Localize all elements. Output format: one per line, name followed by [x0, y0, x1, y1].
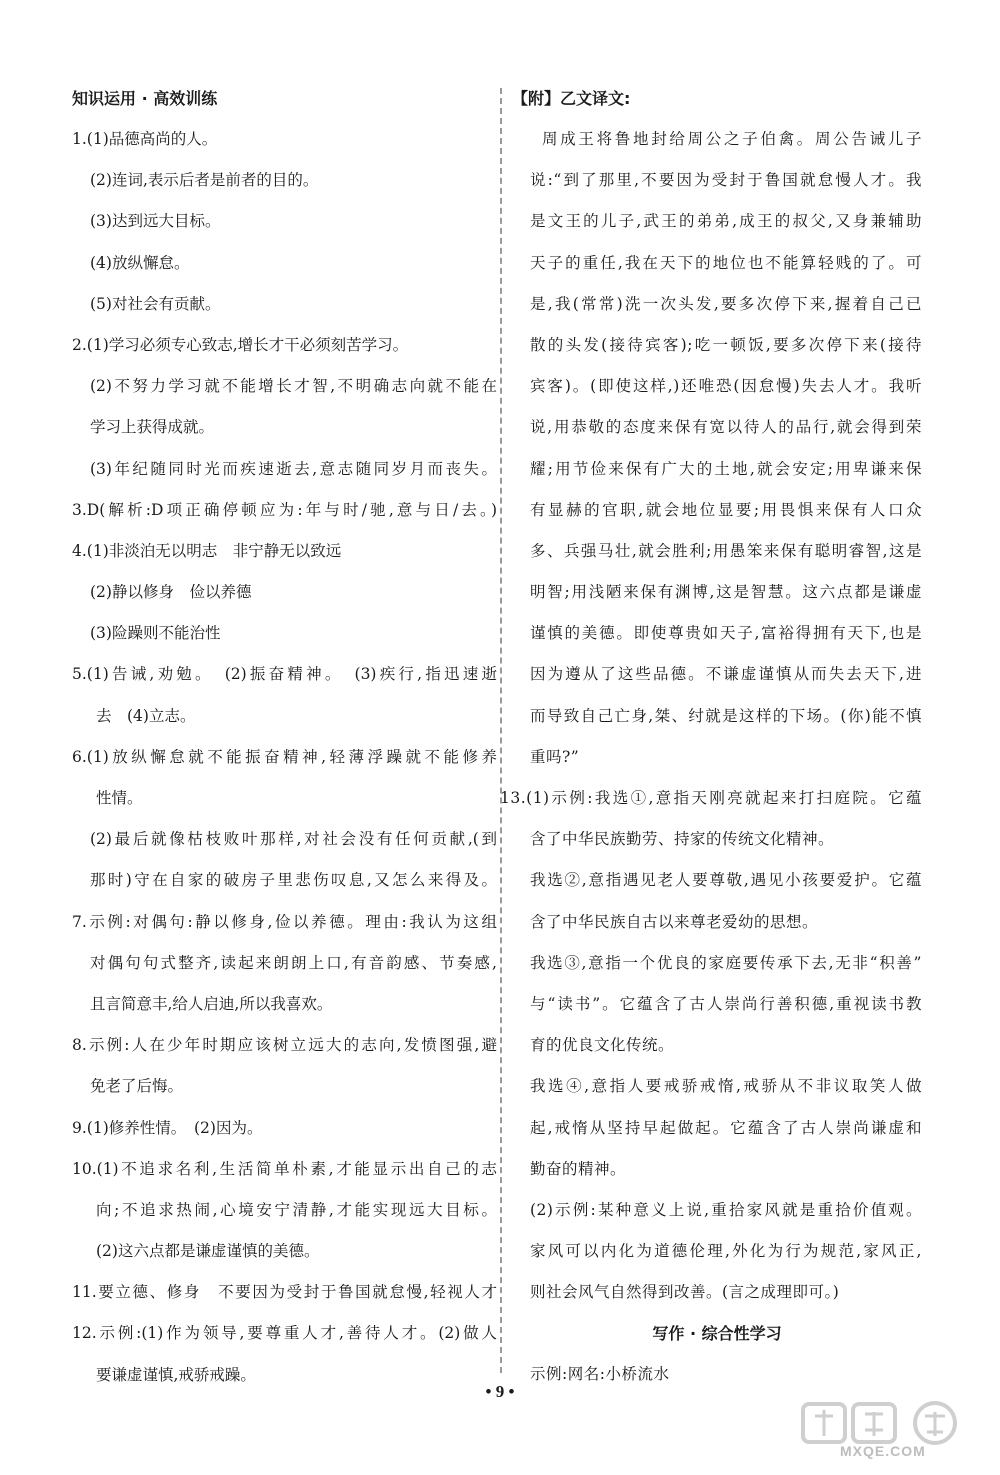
answer-line: (2)静以修身 俭以养德 — [90, 583, 252, 602]
answer-line: 去 (4)立志。 — [96, 706, 196, 725]
translation-line: 耀;用节俭来保有广大的土地,就会安定;用卑谦来保 — [530, 459, 922, 478]
translation-line: 明智;用浅陋来保有渊博,这是智慧。这六点都是谦虚 — [530, 583, 922, 602]
answer-line: 勤奋的精神。 — [530, 1159, 627, 1178]
answer-line: 12.示例:(1)作为领导,要尊重人才,善待人才。(2)做人 — [72, 1324, 497, 1343]
answer-line: 育的优良文化传统。 — [530, 1036, 675, 1055]
answer-line: 3.D(解析:D项正确停顿应为:年与时/驰,意与日/去。) — [72, 500, 497, 519]
example-line: 示例:网名:小桥流水 — [530, 1365, 670, 1384]
answer-line: 含了中华民族自古以来尊老爱幼的思想。 — [530, 912, 819, 931]
watermark-logo — [795, 1400, 985, 1470]
answer-line: 10.(1)不追求名利,生活简单朴素,才能显示出自己的志 — [72, 1159, 497, 1178]
translation-line: 天子的重任,我在天下的地位也不能算轻贱的了。可 — [530, 253, 922, 272]
answer-line: 免老了后悔。 — [90, 1077, 184, 1096]
translation-line: 谨慎的美德。即使尊贵如天子,富裕得拥有天下,也是 — [530, 624, 922, 643]
translation-line: 说,用恭敬的态度来保有宽以待人的品行,就会得到荣 — [530, 418, 922, 437]
answer-line: 4.(1)非淡泊无以明志 非宁静无以致远 — [72, 541, 342, 560]
column-divider — [500, 88, 502, 1373]
answer-line: 家风可以内化为道德伦理,外化为行为规范,家风正, — [530, 1242, 922, 1261]
answer-line: 7.示例:对偶句:静以修身,俭以养德。理由:我认为这组 — [72, 912, 497, 931]
answer-line: (5)对社会有贡献。 — [90, 294, 221, 313]
answer-line: 向;不追求热闹,心境安宁清静,才能实现远大目标。 — [96, 1200, 497, 1219]
translation-line: 宾客)。(即使这样,)还唯恐(因怠慢)失去人才。我听 — [530, 377, 922, 396]
answer-line: (2)连词,表示后者是前者的目的。 — [90, 171, 319, 190]
page-number: • 9 • — [485, 1382, 515, 1401]
answer-line: 且言简意丰,给人启迪,所以我喜欢。 — [90, 994, 333, 1013]
section-heading-knowledge: 知识运用 · 高效训练 — [72, 89, 218, 108]
answer-line: 2.(1)学习必须专心致志,增长才干必须刻苦学习。 — [72, 335, 409, 354]
answer-line: 6.(1)放纵懈怠就不能振奋精神,轻薄浮躁就不能修养 — [72, 747, 497, 766]
answer-line: 我选②,意指遇见老人要尊敬,遇见小孩要爱护。它蕴 — [530, 871, 922, 890]
translation-line: 多、兵强马壮,就会胜利;用愚笨来保有聪明睿智,这是 — [530, 541, 922, 560]
translation-line: 是,我(常常)洗一次头发,要多次停下来,握着自己已 — [530, 294, 922, 313]
answer-line: 性情。 — [96, 789, 143, 807]
translation-line: 有显赫的官职,就会地位显要;用畏惧来保有人口众 — [530, 500, 922, 519]
answer-line: 5.(1)告诫,劝勉。 (2)振奋精神。 (3)疾行,指迅速逝 — [72, 665, 497, 684]
answer-line: 8.示例:人在少年时期应该树立远大的志向,发愤图强,避 — [72, 1036, 497, 1055]
answer-line: 我选③,意指一个优良的家庭要传承下去,无非“积善” — [530, 953, 922, 972]
answer-line: (4)放纵懈怠。 — [90, 253, 190, 272]
answer-line: (2)这六点都是谦虚谨慎的美德。 — [96, 1242, 320, 1261]
answer-line: 对偶句句式整齐,读起来朗朗上口,有音韵感、节奏感, — [90, 953, 497, 972]
answer-line: 我选④,意指人要戒骄戒惰,戒骄从不非议取笑人做 — [530, 1077, 922, 1096]
answer-line: 要谦虚谨慎,戒骄戒躁。 — [96, 1365, 256, 1384]
answer-line: (3)险躁则不能治性 — [90, 624, 221, 643]
answer-line: 1.(1)品德高尚的人。 — [72, 130, 218, 148]
answer-line: 含了中华民族勤劳、持家的传统文化精神。 — [530, 830, 835, 849]
translation-line: 周成王将鲁地封给周公之子伯禽。周公告诫儿子 — [542, 130, 922, 148]
watermark-text: MXQE.COM — [840, 1443, 926, 1459]
answer-line: 那时)守在自家的破房子里悲伤叹息,又怎么来得及。 — [90, 871, 497, 890]
answer-line: 9.(1)修养性情。 (2)因为。 — [72, 1118, 263, 1137]
answer-line: (3)年纪随同时光而疾速逝去,意志随同岁月而丧失。 — [90, 459, 497, 478]
answer-line: (2)示例:某种意义上说,重拾家风就是重拾价值观。 — [530, 1200, 922, 1219]
answer-line: 13.(1)示例:我选①,意指天刚亮就起来打扫庭院。它蕴 — [500, 789, 922, 807]
translation-line: 重吗?” — [530, 747, 580, 766]
answer-line: 与“读书”。它蕴含了古人崇尚行善积德,重视读书教 — [530, 994, 922, 1013]
translation-line: 是文王的儿子,武王的弟弟,成王的叔父,又身兼辅助 — [530, 212, 922, 231]
translation-line: 而导致自己亡身,桀、纣就是这样的下场。(你)能不慎 — [530, 706, 922, 725]
answer-line: (2)不努力学习就不能增长才智,不明确志向就不能在 — [90, 377, 497, 396]
section-heading-writing: 写作 · 综合性学习 — [652, 1324, 782, 1344]
answer-line: 则社会风气自然得到改善。(言之成理即可。) — [530, 1283, 840, 1302]
answer-line: (2)最后就像枯枝败叶那样,对社会没有任何贡献,(到 — [90, 830, 497, 849]
left-column — [72, 78, 497, 1396]
translation-line: 散的头发(接待宾客);吃一顿饭,要多次停下来(接待 — [530, 335, 922, 354]
answer-line: 学习上获得成就。 — [90, 418, 215, 437]
answer-line: (3)达到远大目标。 — [90, 212, 221, 231]
translation-line: 因为遵从了这些品德。不谦虚谨慎从而失去天下,进 — [530, 665, 922, 684]
answer-line: 起,戒惰从坚持早起做起。它蕴含了古人崇尚谦虚和 — [530, 1118, 922, 1137]
answer-line: 11.要立德、修身 不要因为受封于鲁国就怠慢,轻视人才 — [72, 1283, 497, 1302]
appendix-heading: 【附】乙文译文: — [512, 89, 631, 108]
translation-line: 说:“到了那里,不要因为受封于鲁国就怠慢人才。我 — [530, 171, 922, 190]
right-column — [500, 78, 922, 1396]
